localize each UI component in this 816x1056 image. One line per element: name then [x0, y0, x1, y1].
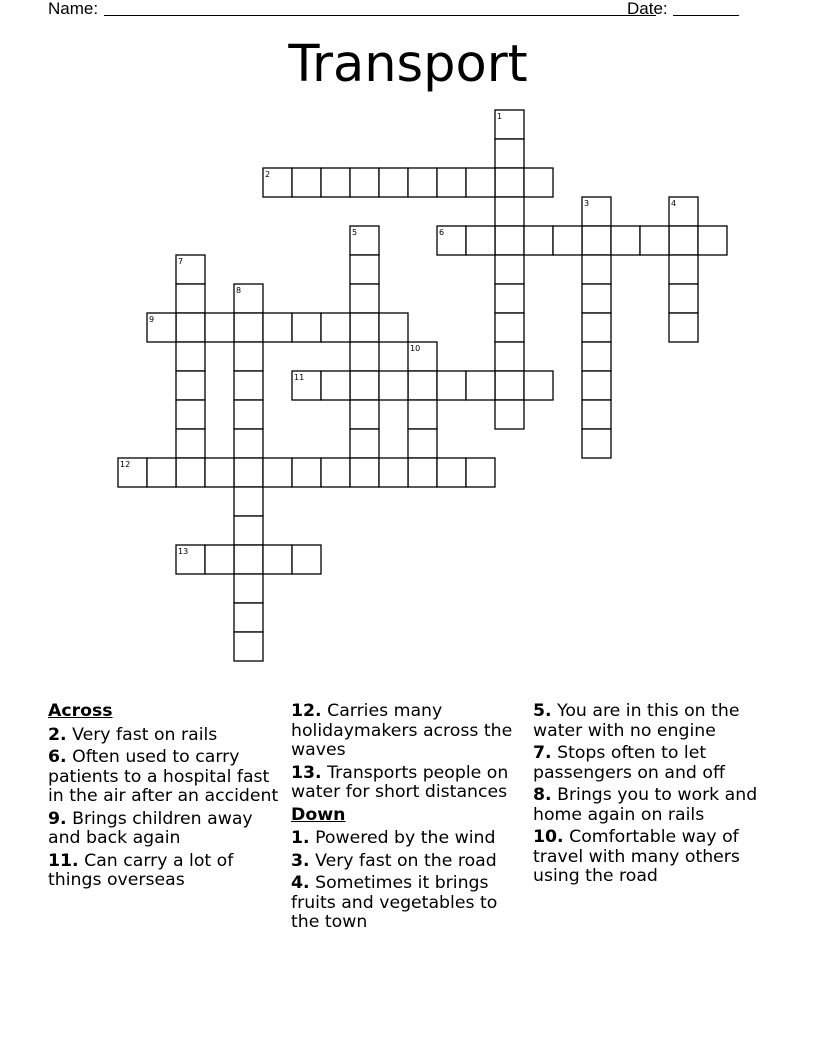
grid-cell[interactable] — [234, 313, 263, 342]
grid-cell[interactable] — [350, 371, 379, 400]
grid-cell[interactable] — [553, 226, 582, 255]
clue-across-12 — [291, 702, 523, 761]
grid-cell[interactable] — [321, 168, 350, 197]
clue-number-label: 7. — [533, 743, 552, 763]
clue-number: 6 — [439, 228, 445, 237]
clue-number: 1 — [497, 112, 503, 121]
grid-cell[interactable] — [379, 371, 408, 400]
grid-cell[interactable] — [495, 400, 524, 429]
clue-text: Can carry a lot of things overseas — [48, 850, 234, 890]
clue-number: 4 — [671, 199, 677, 208]
grid-cell[interactable] — [524, 168, 553, 197]
date-label: Date: — [627, 0, 668, 18]
grid-cell[interactable] — [176, 458, 205, 487]
clue-number-label: 1. — [291, 828, 310, 848]
grid-cell[interactable] — [234, 342, 263, 371]
clue-text: Powered by the wind — [315, 828, 496, 848]
clue-number-label: 9. — [48, 808, 67, 829]
clue-text: Brings you to work and home again on rails — [533, 785, 758, 825]
clue-down-5 — [533, 702, 769, 741]
clue-across-11 — [48, 852, 280, 891]
grid-cell[interactable] — [408, 371, 437, 400]
grid-cell[interactable] — [582, 400, 611, 429]
grid-cell[interactable] — [582, 255, 611, 284]
clue-text: You are in this on the water with no engine — [533, 701, 740, 741]
clue-number-label: 3. — [291, 850, 310, 871]
clue-down-10 — [533, 828, 769, 887]
grid-cell[interactable] — [234, 545, 263, 574]
grid-cell[interactable] — [234, 371, 263, 400]
clue-text: Often used to carry patients to a hospital fast in the air after an accident — [48, 747, 279, 806]
grid-cell[interactable] — [147, 458, 176, 487]
clue-text: Transports people on water for short distances — [291, 762, 509, 802]
clue-number: 3 — [584, 199, 590, 208]
grid-cell[interactable] — [350, 400, 379, 429]
clue-down-1 — [291, 829, 523, 849]
grid-cell[interactable] — [176, 400, 205, 429]
grid-cell[interactable] — [437, 168, 466, 197]
grid-cell[interactable] — [582, 284, 611, 313]
grid-cell[interactable] — [234, 458, 263, 487]
grid-cell[interactable] — [495, 284, 524, 313]
clue-number-label: 11. — [48, 850, 79, 871]
grid-cell[interactable] — [263, 545, 292, 574]
grid-cell[interactable] — [234, 632, 263, 661]
grid-cell[interactable] — [437, 458, 466, 487]
grid-cell[interactable] — [495, 168, 524, 197]
clue-across-2 — [48, 726, 280, 746]
clue-heading: Across — [48, 701, 113, 721]
grid-cell[interactable] — [263, 313, 292, 342]
grid-cell[interactable] — [263, 458, 292, 487]
grid-cell[interactable] — [582, 371, 611, 400]
grid-cell[interactable] — [292, 168, 321, 197]
grid-cell[interactable] — [234, 400, 263, 429]
clue-number-label: 4. — [291, 873, 310, 893]
grid-cell[interactable] — [176, 342, 205, 371]
clue-number-label: 12. — [291, 701, 322, 721]
grid-cell[interactable] — [495, 226, 524, 255]
clue-number-label: 6. — [48, 747, 67, 767]
name-label: Name: — [48, 0, 99, 18]
clue-number-label: 10. — [533, 827, 564, 847]
grid-cell[interactable] — [350, 255, 379, 284]
grid-cell[interactable] — [466, 458, 495, 487]
clue-number-label: 8. — [533, 785, 552, 805]
grid-cell[interactable] — [495, 255, 524, 284]
clue-number: 11 — [294, 373, 305, 382]
grid-cell[interactable] — [611, 226, 640, 255]
grid-cell[interactable] — [466, 226, 495, 255]
clue-number: 7 — [178, 257, 184, 266]
grid-cell[interactable] — [379, 313, 408, 342]
grid-cell[interactable] — [176, 371, 205, 400]
clue-down-4 — [291, 874, 523, 933]
grid-cell[interactable] — [582, 313, 611, 342]
grid-cell[interactable] — [176, 313, 205, 342]
clue-down-8 — [533, 786, 769, 825]
clue-text: Stops often to let passengers on and off — [533, 743, 725, 783]
grid-cell[interactable] — [350, 429, 379, 458]
grid-cell[interactable] — [176, 284, 205, 313]
grid-cell[interactable] — [350, 313, 379, 342]
clue-number-label: 13. — [291, 762, 322, 783]
grid-cell[interactable] — [321, 371, 350, 400]
clue-number: 2 — [265, 170, 271, 179]
clue-text: Brings children away and back again — [48, 808, 253, 848]
grid-cell[interactable] — [234, 487, 263, 516]
grid-cell[interactable] — [205, 313, 234, 342]
clue-heading: Down — [291, 804, 346, 825]
grid-cell[interactable] — [321, 458, 350, 487]
clue-down-7 — [533, 744, 769, 783]
grid-cell[interactable] — [495, 313, 524, 342]
grid-cell[interactable] — [350, 284, 379, 313]
clue-number: 8 — [236, 286, 242, 295]
clues-column-2 — [291, 702, 523, 936]
page-title: Transport — [288, 35, 528, 94]
clue-number: 13 — [178, 547, 189, 556]
grid-cell[interactable] — [408, 458, 437, 487]
grid-cell[interactable] — [669, 255, 698, 284]
grid-cell[interactable] — [350, 458, 379, 487]
grid-cell[interactable] — [495, 371, 524, 400]
grid-cell[interactable] — [205, 458, 234, 487]
grid-cell[interactable] — [495, 197, 524, 226]
grid-cell[interactable] — [350, 342, 379, 371]
grid-cell[interactable] — [524, 371, 553, 400]
grid-cell[interactable] — [698, 226, 727, 255]
grid-cell[interactable] — [408, 400, 437, 429]
grid-cell[interactable] — [495, 139, 524, 168]
grid-cell[interactable] — [640, 226, 669, 255]
grid-cell[interactable] — [669, 226, 698, 255]
grid-cell[interactable] — [408, 429, 437, 458]
clue-text: Comfortable way of travel with many others using the road — [533, 827, 740, 886]
grid-cell[interactable] — [582, 429, 611, 458]
clue-across-6 — [48, 748, 280, 807]
clue-number: 9 — [149, 315, 155, 324]
clue-text: Very fast on the road — [315, 850, 497, 871]
grid-cell[interactable] — [582, 226, 611, 255]
clue-number: 12 — [120, 460, 131, 469]
grid-cell[interactable] — [234, 574, 263, 603]
grid-cell[interactable] — [292, 313, 321, 342]
grid-cell[interactable] — [234, 603, 263, 632]
grid-cell[interactable] — [234, 429, 263, 458]
grid-cell[interactable] — [495, 342, 524, 371]
clue-across-13 — [291, 764, 523, 803]
clue-text: Carries many holidaymakers across the waves — [291, 701, 513, 760]
grid-cell[interactable] — [582, 342, 611, 371]
grid-cell[interactable] — [292, 545, 321, 574]
clue-number: 5 — [352, 228, 358, 237]
grid-cell[interactable] — [205, 545, 234, 574]
clues-column-3 — [533, 702, 769, 890]
clues-column-1 — [48, 702, 280, 894]
grid-cell[interactable] — [669, 313, 698, 342]
grid-cell[interactable] — [524, 226, 553, 255]
grid-cell[interactable] — [321, 313, 350, 342]
grid-cell[interactable] — [669, 284, 698, 313]
grid-cell[interactable] — [176, 429, 205, 458]
grid-cell[interactable] — [466, 168, 495, 197]
clue-across-9 — [48, 810, 280, 849]
clue-down-3 — [291, 852, 523, 872]
clue-text: Sometimes it brings fruits and vegetables to the town — [291, 873, 498, 932]
grid-cell[interactable] — [234, 516, 263, 545]
clue-text: Very fast on rails — [72, 724, 218, 745]
grid-cell[interactable] — [437, 371, 466, 400]
grid-cell[interactable] — [350, 168, 379, 197]
grid-cell[interactable] — [292, 458, 321, 487]
clue-number-label: 5. — [533, 701, 552, 721]
grid-cell[interactable] — [466, 371, 495, 400]
grid-cell[interactable] — [379, 168, 408, 197]
grid-cell[interactable] — [379, 458, 408, 487]
clue-number: 10 — [410, 344, 421, 353]
clue-number-label: 2. — [48, 724, 67, 745]
grid-cell[interactable] — [408, 168, 437, 197]
